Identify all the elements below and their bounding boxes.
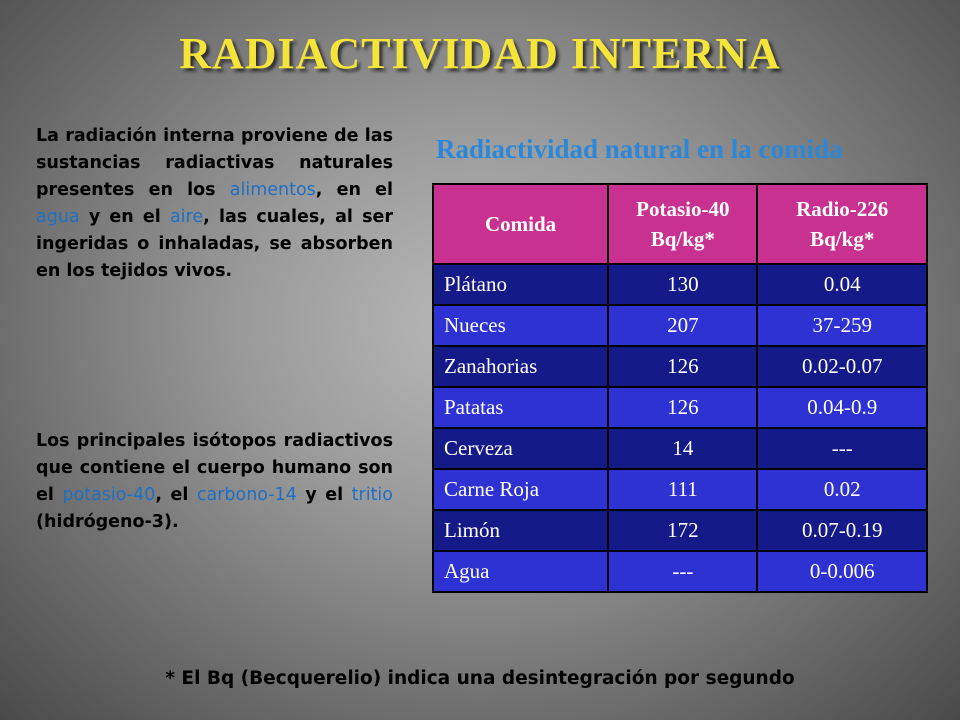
cell-radium: 0-0.006 bbox=[757, 551, 927, 592]
isotopes-text-1: Los principales isótopos radiactivos que contiene el cuerpo humano son el bbox=[36, 431, 393, 505]
table-row bbox=[433, 469, 927, 510]
table-row bbox=[433, 428, 927, 469]
table-row bbox=[433, 346, 927, 387]
intro-paragraph bbox=[36, 123, 393, 285]
cell-potassium: 172 bbox=[608, 510, 757, 551]
cell-food: Cerveza bbox=[433, 428, 608, 469]
cell-radium: 0.02-0.07 bbox=[757, 346, 927, 387]
isotopes-text-2: , el bbox=[155, 485, 197, 505]
header-radio: Radio-226 Bq/kg* bbox=[757, 184, 927, 264]
table-header-row bbox=[433, 184, 927, 264]
cell-radium: 0.07-0.19 bbox=[757, 510, 927, 551]
cell-food: Agua bbox=[433, 551, 608, 592]
table-title: Radiactividad natural en la comida bbox=[436, 134, 843, 164]
cell-potassium: 130 bbox=[608, 264, 757, 305]
cell-potassium: 126 bbox=[608, 346, 757, 387]
cell-food: Plátano bbox=[433, 264, 608, 305]
cell-radium: 0.02 bbox=[757, 469, 927, 510]
cell-potassium: 14 bbox=[608, 428, 757, 469]
cell-food: Limón bbox=[433, 510, 608, 551]
cell-potassium: 111 bbox=[608, 469, 757, 510]
slide-title: RADIACTIVIDAD INTERNA bbox=[179, 29, 781, 78]
table-row bbox=[433, 510, 927, 551]
isotopes-paragraph bbox=[36, 428, 393, 536]
table-row bbox=[433, 551, 927, 592]
highlight-agua: agua bbox=[36, 207, 80, 227]
table-row bbox=[433, 387, 927, 428]
isotopes-text-3: y el bbox=[296, 485, 352, 505]
cell-food: Nueces bbox=[433, 305, 608, 346]
cell-food: Patatas bbox=[433, 387, 608, 428]
isotopes-text-4: (hidrógeno-3). bbox=[36, 512, 179, 532]
cell-potassium: 207 bbox=[608, 305, 757, 346]
cell-potassium: --- bbox=[608, 551, 757, 592]
becquerel-footnote: * El Bq (Becquerelio) indica una desintegración por segundo bbox=[165, 668, 795, 689]
cell-radium: --- bbox=[757, 428, 927, 469]
intro-text-1: La radiación interna proviene de las sustancias radiactivas naturales presentes en los bbox=[36, 126, 393, 200]
header-comida: Comida bbox=[433, 184, 608, 264]
cell-food: Zanahorias bbox=[433, 346, 608, 387]
cell-food: Carne Roja bbox=[433, 469, 608, 510]
highlight-potasio: potasio-40 bbox=[62, 485, 156, 505]
table-row bbox=[433, 305, 927, 346]
header-potasio: Potasio-40 Bq/kg* bbox=[608, 184, 757, 264]
cell-radium: 0.04-0.9 bbox=[757, 387, 927, 428]
cell-potassium: 126 bbox=[608, 387, 757, 428]
intro-text-2: , en el bbox=[315, 180, 394, 200]
food-radioactivity-table bbox=[432, 183, 928, 593]
cell-radium: 37-259 bbox=[757, 305, 927, 346]
highlight-alimentos: alimentos bbox=[229, 180, 316, 200]
intro-text-4: , las cuales, al ser ingeridas o inhaladas, se absorben en los tejidos vivos. bbox=[36, 207, 393, 281]
table-row bbox=[433, 264, 927, 305]
highlight-carbono: carbono-14 bbox=[196, 485, 297, 505]
cell-radium: 0.04 bbox=[757, 264, 927, 305]
highlight-aire: aire bbox=[169, 207, 204, 227]
highlight-tritio: tritio bbox=[351, 485, 393, 505]
intro-text-3: y en el bbox=[79, 207, 170, 227]
